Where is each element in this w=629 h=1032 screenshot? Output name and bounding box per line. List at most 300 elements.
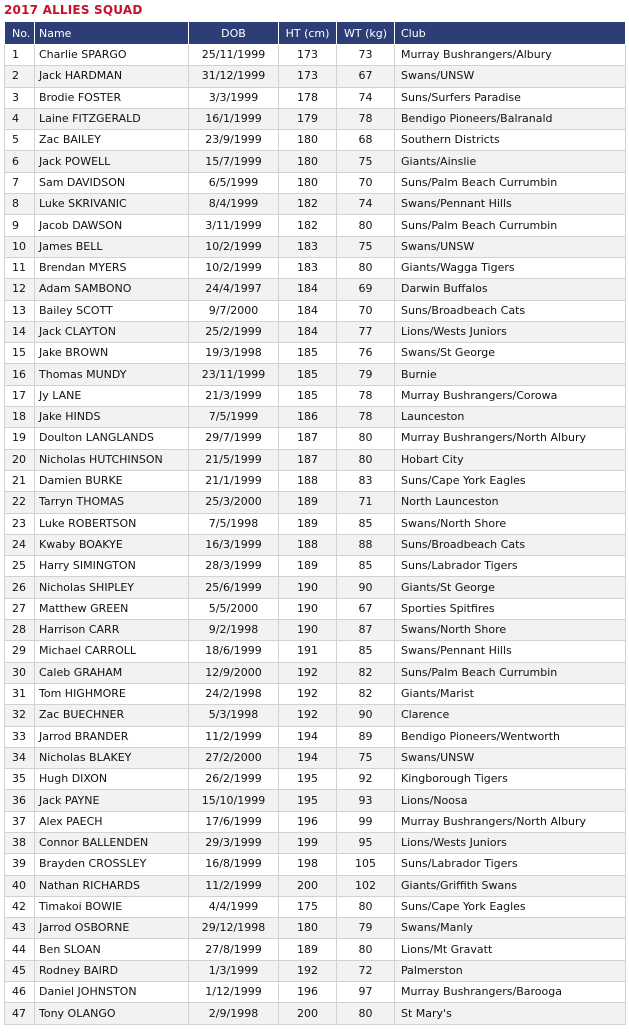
player-dob: 18/6/1999 [189, 641, 279, 662]
player-weight: 69 [337, 279, 395, 300]
player-number: 27 [5, 598, 35, 619]
player-dob: 21/5/1999 [189, 449, 279, 470]
player-weight: 97 [337, 982, 395, 1003]
player-height: 190 [279, 620, 337, 641]
player-club: Suns/Palm Beach Currumbin [395, 662, 626, 683]
player-number: 3 [5, 87, 35, 108]
player-dob: 16/1/1999 [189, 108, 279, 129]
player-number: 39 [5, 854, 35, 875]
player-club: Giants/Griffith Swans [395, 875, 626, 896]
player-name: Timakoi BOWIE [35, 896, 189, 917]
player-name: Luke ROBERTSON [35, 513, 189, 534]
player-height: 195 [279, 790, 337, 811]
player-weight: 80 [337, 257, 395, 278]
player-dob: 2/9/1998 [189, 1003, 279, 1024]
player-number: 23 [5, 513, 35, 534]
player-name: Jack CLAYTON [35, 321, 189, 342]
player-dob: 23/9/1999 [189, 130, 279, 151]
table-row [5, 407, 626, 428]
player-height: 183 [279, 236, 337, 257]
player-weight: 79 [337, 918, 395, 939]
table-row [5, 662, 626, 683]
player-height: 187 [279, 449, 337, 470]
player-weight: 99 [337, 811, 395, 832]
player-height: 182 [279, 215, 337, 236]
player-number: 36 [5, 790, 35, 811]
player-dob: 24/4/1997 [189, 279, 279, 300]
player-number: 42 [5, 896, 35, 917]
player-height: 191 [279, 641, 337, 662]
player-club: Lions/Noosa [395, 790, 626, 811]
player-weight: 105 [337, 854, 395, 875]
player-club: Giants/Wagga Tigers [395, 257, 626, 278]
player-club: Lions/Mt Gravatt [395, 939, 626, 960]
player-name: Matthew GREEN [35, 598, 189, 619]
player-name: Michael CARROLL [35, 641, 189, 662]
player-weight: 85 [337, 513, 395, 534]
player-weight: 78 [337, 385, 395, 406]
player-number: 16 [5, 364, 35, 385]
player-name: Kwaby BOAKYE [35, 534, 189, 555]
player-club: St Mary's [395, 1003, 626, 1024]
player-name: Damien BURKE [35, 470, 189, 491]
player-number: 4 [5, 108, 35, 129]
table-row [5, 534, 626, 555]
table-row [5, 577, 626, 598]
player-number: 2 [5, 66, 35, 87]
table-row [5, 854, 626, 875]
player-weight: 77 [337, 321, 395, 342]
player-height: 179 [279, 108, 337, 129]
player-weight: 75 [337, 747, 395, 768]
player-weight: 95 [337, 832, 395, 853]
player-name: James BELL [35, 236, 189, 257]
player-weight: 72 [337, 960, 395, 981]
column-header-height: HT (cm) [279, 22, 337, 45]
player-club: Swans/Pennant Hills [395, 641, 626, 662]
player-weight: 87 [337, 620, 395, 641]
player-dob: 16/3/1999 [189, 534, 279, 555]
player-club: Suns/Palm Beach Currumbin [395, 215, 626, 236]
player-weight: 70 [337, 300, 395, 321]
player-dob: 27/8/1999 [189, 939, 279, 960]
player-height: 192 [279, 960, 337, 981]
player-weight: 78 [337, 407, 395, 428]
player-dob: 11/2/1999 [189, 875, 279, 896]
table-row [5, 939, 626, 960]
player-weight: 85 [337, 556, 395, 577]
player-height: 173 [279, 45, 337, 66]
player-club: Hobart City [395, 449, 626, 470]
player-height: 182 [279, 194, 337, 215]
table-row [5, 790, 626, 811]
table-row [5, 66, 626, 87]
player-club: Suns/Labrador Tigers [395, 854, 626, 875]
player-number: 24 [5, 534, 35, 555]
table-row [5, 960, 626, 981]
table-row [5, 428, 626, 449]
player-name: Jack POWELL [35, 151, 189, 172]
player-weight: 80 [337, 896, 395, 917]
player-club: Launceston [395, 407, 626, 428]
player-weight: 80 [337, 428, 395, 449]
player-weight: 102 [337, 875, 395, 896]
player-number: 26 [5, 577, 35, 598]
table-row [5, 364, 626, 385]
player-number: 30 [5, 662, 35, 683]
player-dob: 25/6/1999 [189, 577, 279, 598]
player-club: Suns/Broadbeach Cats [395, 534, 626, 555]
player-dob: 5/5/2000 [189, 598, 279, 619]
player-weight: 73 [337, 45, 395, 66]
column-header-dob: DOB [189, 22, 279, 45]
player-height: 189 [279, 513, 337, 534]
table-row [5, 236, 626, 257]
player-club: Sporties Spitfires [395, 598, 626, 619]
player-weight: 93 [337, 790, 395, 811]
player-number: 46 [5, 982, 35, 1003]
player-weight: 80 [337, 1003, 395, 1024]
table-row [5, 321, 626, 342]
player-dob: 7/5/1999 [189, 407, 279, 428]
player-dob: 25/2/1999 [189, 321, 279, 342]
player-name: Doulton LANGLANDS [35, 428, 189, 449]
player-name: Harry SIMINGTON [35, 556, 189, 577]
player-number: 47 [5, 1003, 35, 1024]
player-club: Giants/Ainslie [395, 151, 626, 172]
player-name: Tom HIGHMORE [35, 683, 189, 704]
player-height: 194 [279, 747, 337, 768]
player-number: 9 [5, 215, 35, 236]
table-row [5, 726, 626, 747]
player-club: Suns/Labrador Tigers [395, 556, 626, 577]
player-dob: 23/11/1999 [189, 364, 279, 385]
player-dob: 27/2/2000 [189, 747, 279, 768]
player-name: Brayden CROSSLEY [35, 854, 189, 875]
player-weight: 76 [337, 343, 395, 364]
table-row [5, 598, 626, 619]
player-club: Suns/Broadbeach Cats [395, 300, 626, 321]
player-height: 192 [279, 705, 337, 726]
squad-title: 2017 ALLIES SQUAD [4, 3, 143, 17]
table-row [5, 875, 626, 896]
table-row [5, 1003, 626, 1024]
player-number: 11 [5, 257, 35, 278]
player-weight: 90 [337, 705, 395, 726]
player-height: 184 [279, 300, 337, 321]
table-row [5, 45, 626, 66]
table-row [5, 300, 626, 321]
table-row [5, 705, 626, 726]
table-row [5, 982, 626, 1003]
player-height: 189 [279, 556, 337, 577]
player-number: 22 [5, 492, 35, 513]
table-row [5, 513, 626, 534]
player-name: Jake BROWN [35, 343, 189, 364]
player-dob: 31/12/1999 [189, 66, 279, 87]
player-dob: 25/3/2000 [189, 492, 279, 513]
player-weight: 74 [337, 87, 395, 108]
player-height: 198 [279, 854, 337, 875]
player-name: Brendan MYERS [35, 257, 189, 278]
column-header-no: No. [5, 22, 35, 45]
player-number: 37 [5, 811, 35, 832]
table-body [5, 45, 626, 1025]
player-club: North Launceston [395, 492, 626, 513]
player-name: Hugh DIXON [35, 769, 189, 790]
player-club: Giants/Marist [395, 683, 626, 704]
table-row [5, 87, 626, 108]
player-height: 196 [279, 811, 337, 832]
player-club: Suns/Surfers Paradise [395, 87, 626, 108]
player-weight: 80 [337, 449, 395, 470]
player-height: 178 [279, 87, 337, 108]
player-number: 5 [5, 130, 35, 151]
player-weight: 85 [337, 641, 395, 662]
player-number: 18 [5, 407, 35, 428]
table-row [5, 449, 626, 470]
player-height: 195 [279, 769, 337, 790]
player-club: Southern Districts [395, 130, 626, 151]
player-weight: 75 [337, 236, 395, 257]
player-name: Tarryn THOMAS [35, 492, 189, 513]
table-row [5, 832, 626, 853]
player-number: 20 [5, 449, 35, 470]
player-number: 45 [5, 960, 35, 981]
player-dob: 21/3/1999 [189, 385, 279, 406]
player-name: Jake HINDS [35, 407, 189, 428]
player-name: Nicholas BLAKEY [35, 747, 189, 768]
player-club: Swans/UNSW [395, 236, 626, 257]
player-name: Jarrod OSBORNE [35, 918, 189, 939]
player-dob: 11/2/1999 [189, 726, 279, 747]
player-number: 10 [5, 236, 35, 257]
player-number: 25 [5, 556, 35, 577]
player-club: Kingborough Tigers [395, 769, 626, 790]
player-club: Murray Bushrangers/North Albury [395, 811, 626, 832]
player-dob: 7/5/1998 [189, 513, 279, 534]
column-header-weight: WT (kg) [337, 22, 395, 45]
player-name: Zac BUECHNER [35, 705, 189, 726]
player-height: 192 [279, 683, 337, 704]
table-row [5, 151, 626, 172]
player-dob: 1/3/1999 [189, 960, 279, 981]
player-height: 180 [279, 151, 337, 172]
player-name: Harrison CARR [35, 620, 189, 641]
player-height: 173 [279, 66, 337, 87]
column-header-name: Name [35, 22, 189, 45]
player-name: Zac BAILEY [35, 130, 189, 151]
player-name: Nathan RICHARDS [35, 875, 189, 896]
player-height: 200 [279, 1003, 337, 1024]
player-number: 17 [5, 385, 35, 406]
player-dob: 19/3/1998 [189, 343, 279, 364]
player-height: 188 [279, 470, 337, 491]
table-row [5, 194, 626, 215]
player-club: Bendigo Pioneers/Balranald [395, 108, 626, 129]
player-weight: 75 [337, 151, 395, 172]
table-row [5, 492, 626, 513]
player-name: Bailey SCOTT [35, 300, 189, 321]
player-club: Murray Bushrangers/Corowa [395, 385, 626, 406]
player-name: Laine FITZGERALD [35, 108, 189, 129]
player-name: Jy LANE [35, 385, 189, 406]
player-dob: 15/7/1999 [189, 151, 279, 172]
player-club: Swans/North Shore [395, 513, 626, 534]
player-dob: 21/1/1999 [189, 470, 279, 491]
player-number: 32 [5, 705, 35, 726]
player-weight: 71 [337, 492, 395, 513]
table-row [5, 769, 626, 790]
player-height: 184 [279, 321, 337, 342]
player-name: Nicholas SHIPLEY [35, 577, 189, 598]
table-row [5, 172, 626, 193]
squad-table [4, 21, 626, 1025]
player-club: Murray Bushrangers/North Albury [395, 428, 626, 449]
player-club: Darwin Buffalos [395, 279, 626, 300]
player-dob: 17/6/1999 [189, 811, 279, 832]
player-weight: 88 [337, 534, 395, 555]
player-name: Rodney BAIRD [35, 960, 189, 981]
table-row [5, 620, 626, 641]
player-name: Thomas MUNDY [35, 364, 189, 385]
player-number: 12 [5, 279, 35, 300]
player-height: 185 [279, 364, 337, 385]
table-row [5, 556, 626, 577]
player-club: Clarence [395, 705, 626, 726]
player-weight: 82 [337, 683, 395, 704]
player-club: Palmerston [395, 960, 626, 981]
player-dob: 8/4/1999 [189, 194, 279, 215]
player-dob: 10/2/1999 [189, 236, 279, 257]
table-row [5, 683, 626, 704]
player-dob: 10/2/1999 [189, 257, 279, 278]
player-weight: 92 [337, 769, 395, 790]
player-number: 31 [5, 683, 35, 704]
player-weight: 79 [337, 364, 395, 385]
player-club: Suns/Cape York Eagles [395, 470, 626, 491]
player-number: 13 [5, 300, 35, 321]
player-height: 184 [279, 279, 337, 300]
player-club: Bendigo Pioneers/Wentworth [395, 726, 626, 747]
player-name: Jacob DAWSON [35, 215, 189, 236]
player-number: 6 [5, 151, 35, 172]
player-club: Murray Bushrangers/Barooga [395, 982, 626, 1003]
player-number: 14 [5, 321, 35, 342]
table-row [5, 257, 626, 278]
player-club: Lions/Wests Juniors [395, 832, 626, 853]
player-height: 185 [279, 343, 337, 364]
player-club: Giants/St George [395, 577, 626, 598]
player-height: 180 [279, 918, 337, 939]
player-number: 7 [5, 172, 35, 193]
player-name: Caleb GRAHAM [35, 662, 189, 683]
player-name: Daniel JOHNSTON [35, 982, 189, 1003]
player-name: Luke SKRIVANIC [35, 194, 189, 215]
player-number: 19 [5, 428, 35, 449]
player-number: 38 [5, 832, 35, 853]
player-name: Jarrod BRANDER [35, 726, 189, 747]
table-row [5, 108, 626, 129]
player-name: Brodie FOSTER [35, 87, 189, 108]
player-dob: 12/9/2000 [189, 662, 279, 683]
player-number: 33 [5, 726, 35, 747]
player-height: 187 [279, 428, 337, 449]
table-row [5, 343, 626, 364]
table-row [5, 747, 626, 768]
player-number: 21 [5, 470, 35, 491]
table-row [5, 896, 626, 917]
player-weight: 68 [337, 130, 395, 151]
player-club: Suns/Cape York Eagles [395, 896, 626, 917]
player-height: 175 [279, 896, 337, 917]
player-name: Charlie SPARGO [35, 45, 189, 66]
player-height: 185 [279, 385, 337, 406]
table-row [5, 130, 626, 151]
player-dob: 1/12/1999 [189, 982, 279, 1003]
player-club: Suns/Palm Beach Currumbin [395, 172, 626, 193]
player-club: Swans/UNSW [395, 747, 626, 768]
player-weight: 80 [337, 939, 395, 960]
player-height: 199 [279, 832, 337, 853]
player-dob: 3/11/1999 [189, 215, 279, 236]
player-height: 190 [279, 577, 337, 598]
table-row [5, 641, 626, 662]
player-weight: 90 [337, 577, 395, 598]
player-height: 189 [279, 492, 337, 513]
player-height: 186 [279, 407, 337, 428]
player-dob: 5/3/1998 [189, 705, 279, 726]
player-dob: 16/8/1999 [189, 854, 279, 875]
player-club: Swans/Manly [395, 918, 626, 939]
player-height: 189 [279, 939, 337, 960]
player-club: Swans/Pennant Hills [395, 194, 626, 215]
player-name: Tony OLANGO [35, 1003, 189, 1024]
column-header-club: Club [395, 22, 626, 45]
table-row [5, 918, 626, 939]
player-dob: 29/7/1999 [189, 428, 279, 449]
player-dob: 9/7/2000 [189, 300, 279, 321]
player-height: 192 [279, 662, 337, 683]
player-number: 35 [5, 769, 35, 790]
player-name: Ben SLOAN [35, 939, 189, 960]
player-height: 190 [279, 598, 337, 619]
player-dob: 25/11/1999 [189, 45, 279, 66]
player-dob: 24/2/1998 [189, 683, 279, 704]
player-dob: 6/5/1999 [189, 172, 279, 193]
player-height: 194 [279, 726, 337, 747]
player-name: Jack PAYNE [35, 790, 189, 811]
player-number: 40 [5, 875, 35, 896]
table-row [5, 470, 626, 491]
table-row [5, 215, 626, 236]
player-dob: 15/10/1999 [189, 790, 279, 811]
player-club: Swans/North Shore [395, 620, 626, 641]
player-dob: 3/3/1999 [189, 87, 279, 108]
table-row [5, 279, 626, 300]
player-height: 196 [279, 982, 337, 1003]
player-dob: 4/4/1999 [189, 896, 279, 917]
player-name: Sam DAVIDSON [35, 172, 189, 193]
player-dob: 26/2/1999 [189, 769, 279, 790]
player-weight: 74 [337, 194, 395, 215]
table-row [5, 811, 626, 832]
player-dob: 29/12/1998 [189, 918, 279, 939]
table-row [5, 385, 626, 406]
player-height: 180 [279, 130, 337, 151]
player-number: 15 [5, 343, 35, 364]
player-weight: 67 [337, 598, 395, 619]
